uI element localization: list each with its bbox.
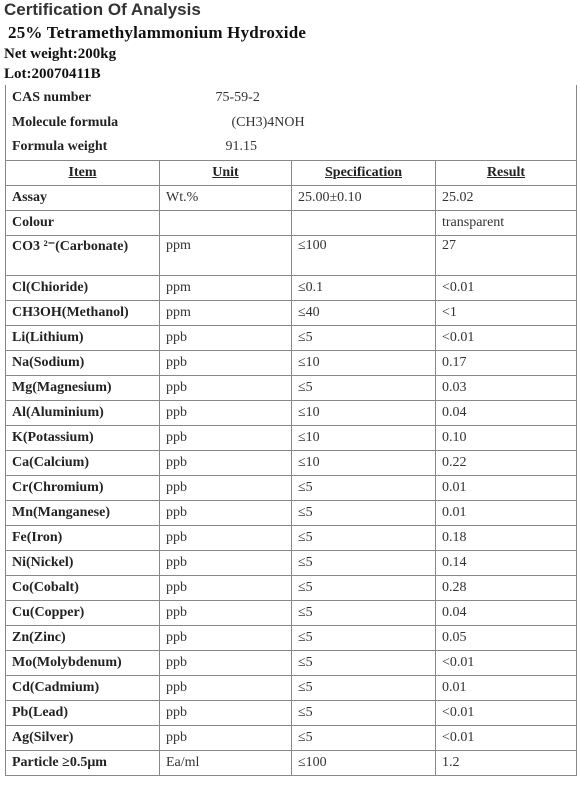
column-header-result: Result bbox=[436, 160, 577, 185]
info-value: (CH3)4NOH bbox=[160, 110, 577, 135]
unit-cell: ppb bbox=[160, 700, 292, 725]
result-cell: 0.04 bbox=[436, 400, 577, 425]
table-row bbox=[6, 375, 577, 400]
unit-cell: ppb bbox=[160, 500, 292, 525]
item-cell: CO3 ²⁻(Carbonate) bbox=[6, 235, 160, 275]
result-rows bbox=[6, 185, 577, 775]
unit-cell: ppb bbox=[160, 625, 292, 650]
item-cell: Mn(Manganese) bbox=[6, 500, 160, 525]
specification-cell: ≤40 bbox=[292, 300, 436, 325]
result-cell: <0.01 bbox=[436, 700, 577, 725]
info-label: Formula weight bbox=[6, 135, 160, 160]
table-row bbox=[6, 525, 577, 550]
item-cell: Fe(Iron) bbox=[6, 525, 160, 550]
result-cell: 0.01 bbox=[436, 475, 577, 500]
table-row bbox=[6, 575, 577, 600]
table-row bbox=[6, 450, 577, 475]
item-cell: Mg(Magnesium) bbox=[6, 375, 160, 400]
result-cell: 0.22 bbox=[436, 450, 577, 475]
document-title: Certification Of Analysis bbox=[4, 0, 201, 19]
table-header-row bbox=[6, 160, 577, 185]
result-cell: 0.28 bbox=[436, 575, 577, 600]
result-cell: 0.05 bbox=[436, 625, 577, 650]
specification-cell: ≤100 bbox=[292, 235, 436, 275]
unit-cell: ppb bbox=[160, 400, 292, 425]
item-cell: Zn(Zinc) bbox=[6, 625, 160, 650]
specification-cell: ≤5 bbox=[292, 575, 436, 600]
result-cell: 0.17 bbox=[436, 350, 577, 375]
info-label: CAS number bbox=[6, 85, 160, 110]
info-value: 91.15 bbox=[160, 135, 577, 160]
specification-cell: ≤5 bbox=[292, 650, 436, 675]
specification-cell: ≤5 bbox=[292, 525, 436, 550]
result-cell: <0.01 bbox=[436, 325, 577, 350]
unit-cell: ppb bbox=[160, 600, 292, 625]
result-cell: <1 bbox=[436, 300, 577, 325]
table-row bbox=[6, 725, 577, 750]
table-row bbox=[6, 300, 577, 325]
unit-cell: ppb bbox=[160, 475, 292, 500]
item-cell: Colour bbox=[6, 210, 160, 235]
item-cell: Particle ≥0.5μm bbox=[6, 750, 160, 775]
table-row bbox=[6, 275, 577, 300]
item-cell: Ag(Silver) bbox=[6, 725, 160, 750]
specification-cell: ≤10 bbox=[292, 400, 436, 425]
product-name: 25% Tetramethylammonium Hydroxide bbox=[8, 23, 307, 42]
unit-cell: ppb bbox=[160, 350, 292, 375]
item-cell: CH3OH(Methanol) bbox=[6, 300, 160, 325]
unit-cell bbox=[160, 210, 292, 235]
table-row bbox=[6, 400, 577, 425]
item-cell: Al(Aluminium) bbox=[6, 400, 160, 425]
specification-cell: ≤5 bbox=[292, 550, 436, 575]
specification-cell: ≤5 bbox=[292, 700, 436, 725]
result-cell: 0.03 bbox=[436, 375, 577, 400]
info-row-weight bbox=[6, 135, 577, 160]
item-cell: Li(Lithium) bbox=[6, 325, 160, 350]
item-cell: Na(Sodium) bbox=[6, 350, 160, 375]
column-header-specification: Specification bbox=[292, 160, 436, 185]
result-cell: 27 bbox=[436, 235, 577, 275]
unit-cell: ppb bbox=[160, 675, 292, 700]
column-header-unit: Unit bbox=[160, 160, 292, 185]
result-cell: <0.01 bbox=[436, 275, 577, 300]
result-cell: <0.01 bbox=[436, 725, 577, 750]
result-cell: 0.14 bbox=[436, 550, 577, 575]
result-cell: 0.04 bbox=[436, 600, 577, 625]
specification-cell: ≤100 bbox=[292, 750, 436, 775]
item-cell: Mo(Molybdenum) bbox=[6, 650, 160, 675]
info-section bbox=[6, 85, 577, 160]
table-row bbox=[6, 475, 577, 500]
info-value: 75-59-2 bbox=[160, 85, 577, 110]
table-row bbox=[6, 210, 577, 235]
table-row bbox=[6, 425, 577, 450]
info-row-cas bbox=[6, 85, 577, 110]
item-cell: Ca(Calcium) bbox=[6, 450, 160, 475]
net-weight: Net weight:200kg bbox=[4, 46, 117, 62]
item-cell: Cu(Copper) bbox=[6, 600, 160, 625]
unit-cell: ppb bbox=[160, 375, 292, 400]
table-row bbox=[6, 350, 577, 375]
table-row bbox=[6, 235, 577, 275]
specification-cell: ≤5 bbox=[292, 600, 436, 625]
info-row-formula bbox=[6, 110, 577, 135]
lot-number: Lot:20070411B bbox=[4, 66, 101, 82]
table-row bbox=[6, 600, 577, 625]
table-row bbox=[6, 750, 577, 775]
result-cell: 25.02 bbox=[436, 185, 577, 210]
unit-cell: ppb bbox=[160, 525, 292, 550]
specification-cell: ≤10 bbox=[292, 350, 436, 375]
item-cell: Cr(Chromium) bbox=[6, 475, 160, 500]
specification-cell: ≤5 bbox=[292, 675, 436, 700]
result-cell: 1.2 bbox=[436, 750, 577, 775]
specification-cell: ≤5 bbox=[292, 725, 436, 750]
specification-cell: ≤5 bbox=[292, 500, 436, 525]
specification-cell: 25.00±0.10 bbox=[292, 185, 436, 210]
table-row bbox=[6, 675, 577, 700]
specification-cell: ≤10 bbox=[292, 425, 436, 450]
specification-cell: ≤5 bbox=[292, 475, 436, 500]
unit-cell: ppb bbox=[160, 550, 292, 575]
item-cell: K(Potassium) bbox=[6, 425, 160, 450]
result-cell: 0.18 bbox=[436, 525, 577, 550]
analysis-table bbox=[5, 85, 577, 776]
item-cell: Co(Cobalt) bbox=[6, 575, 160, 600]
specification-cell: ≤5 bbox=[292, 325, 436, 350]
result-cell: 0.01 bbox=[436, 675, 577, 700]
table-row bbox=[6, 185, 577, 210]
info-label: Molecule formula bbox=[6, 110, 160, 135]
item-cell: Ni(Nickel) bbox=[6, 550, 160, 575]
specification-cell bbox=[292, 210, 436, 235]
unit-cell: Wt.% bbox=[160, 185, 292, 210]
result-cell: 0.01 bbox=[436, 500, 577, 525]
item-cell: Pb(Lead) bbox=[6, 700, 160, 725]
unit-cell: ppb bbox=[160, 325, 292, 350]
result-cell: transparent bbox=[436, 210, 577, 235]
specification-cell: ≤10 bbox=[292, 450, 436, 475]
result-cell: <0.01 bbox=[436, 650, 577, 675]
result-cell: 0.10 bbox=[436, 425, 577, 450]
unit-cell: ppb bbox=[160, 575, 292, 600]
item-cell: Assay bbox=[6, 185, 160, 210]
table-row bbox=[6, 700, 577, 725]
table-row bbox=[6, 325, 577, 350]
unit-cell: ppb bbox=[160, 425, 292, 450]
results-section bbox=[6, 160, 577, 185]
item-cell: Cl(Chioride) bbox=[6, 275, 160, 300]
unit-cell: ppb bbox=[160, 450, 292, 475]
table-row bbox=[6, 550, 577, 575]
unit-cell: ppm bbox=[160, 300, 292, 325]
specification-cell: ≤5 bbox=[292, 625, 436, 650]
specification-cell: ≤0.1 bbox=[292, 275, 436, 300]
column-header-item: Item bbox=[6, 160, 160, 185]
unit-cell: ppb bbox=[160, 650, 292, 675]
unit-cell: Ea/ml bbox=[160, 750, 292, 775]
table-row bbox=[6, 500, 577, 525]
unit-cell: ppm bbox=[160, 235, 292, 275]
table-row bbox=[6, 650, 577, 675]
table-row bbox=[6, 625, 577, 650]
unit-cell: ppm bbox=[160, 275, 292, 300]
item-cell: Cd(Cadmium) bbox=[6, 675, 160, 700]
unit-cell: ppb bbox=[160, 725, 292, 750]
specification-cell: ≤5 bbox=[292, 375, 436, 400]
